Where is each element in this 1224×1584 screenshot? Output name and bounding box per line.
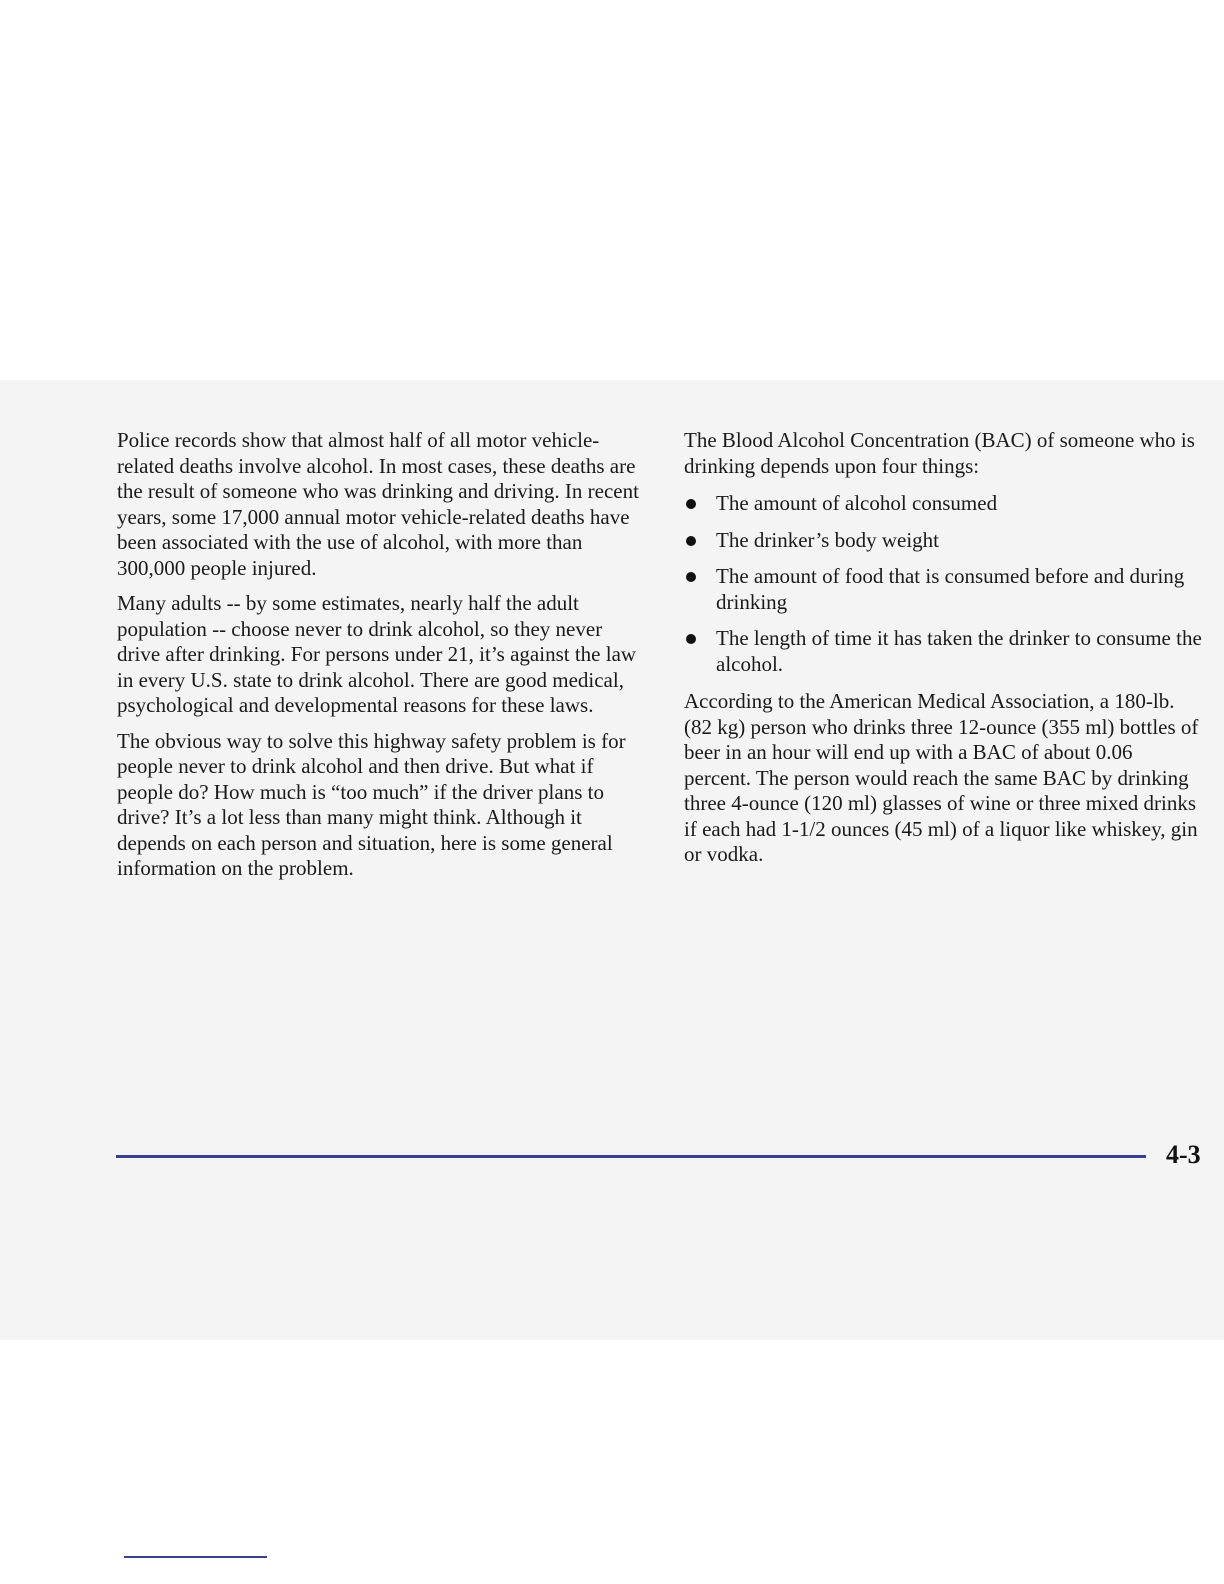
bullet-icon <box>686 572 696 582</box>
paragraph-bac-intro: The Blood Alcohol Concentration (BAC) of someone who is drinking depends upon four things: <box>684 428 1195 478</box>
list-item <box>684 528 1204 554</box>
list-item-text: The amount of alcohol consumed <box>716 491 998 515</box>
bottom-divider <box>124 1556 267 1558</box>
bullet-icon <box>686 634 696 644</box>
paragraph-alcohol-deaths: Police records show that almost half of all motor vehicle-related deaths involve alcohol. In most cases, these deaths are the result of someone who was drinking and driving. In recent years, some 17,000 annual motor vehicle-related deaths have been associated with the use of alcohol, with more than 300,000 people injured. <box>117 428 639 580</box>
list-item-text: The drinker’s body weight <box>716 527 939 552</box>
paragraph-how-much-too-much: The obvious way to solve this highway safety problem is for people never to drink alcohol and then drive. But what if people do? How much is “too much” if the driver plans to drive? It’s a lot less than many might think. Although it depends on each person and situation, here is some general information on the problem. <box>117 728 626 880</box>
bullet-icon <box>686 499 696 509</box>
footer-rule <box>116 1155 1146 1158</box>
page-number: 4-3 <box>1166 1140 1201 1169</box>
right-column <box>684 428 1204 878</box>
paragraph-ama-bac-example: According to the American Medical Association, a 180-lb. (82 kg) person who drinks three 12-ounce (355 ml) bottles of beer in an hour will end up with a BAC of about 0.06 percent. The person would reach the same BAC by drinking three 4-ounce (120 ml) glasses of wine or three mixed drinks if each had 1-1/2 ounces (45 ml) of a liquor like whiskey, gin or vodka. <box>684 689 1199 866</box>
list-item <box>684 564 1204 615</box>
list-item <box>684 491 1204 517</box>
bullet-icon <box>686 536 696 546</box>
list-item <box>684 626 1204 677</box>
list-item-text: The amount of food that is consumed before and during drinking <box>716 564 1185 614</box>
list-item-text: The length of time it has taken the drinker to consume the alcohol. <box>716 626 1202 676</box>
paragraph-adults-never-drink: Many adults -- by some estimates, nearly half the adult population -- choose never to drink alcohol, so they never drive after drinking. For persons under 21, it’s against the law in every U.S. state to drink alcohol. There are good medical, psychological and developmental reasons for these laws. <box>117 591 637 717</box>
bac-factors-list <box>684 491 1204 677</box>
left-column <box>117 428 645 892</box>
